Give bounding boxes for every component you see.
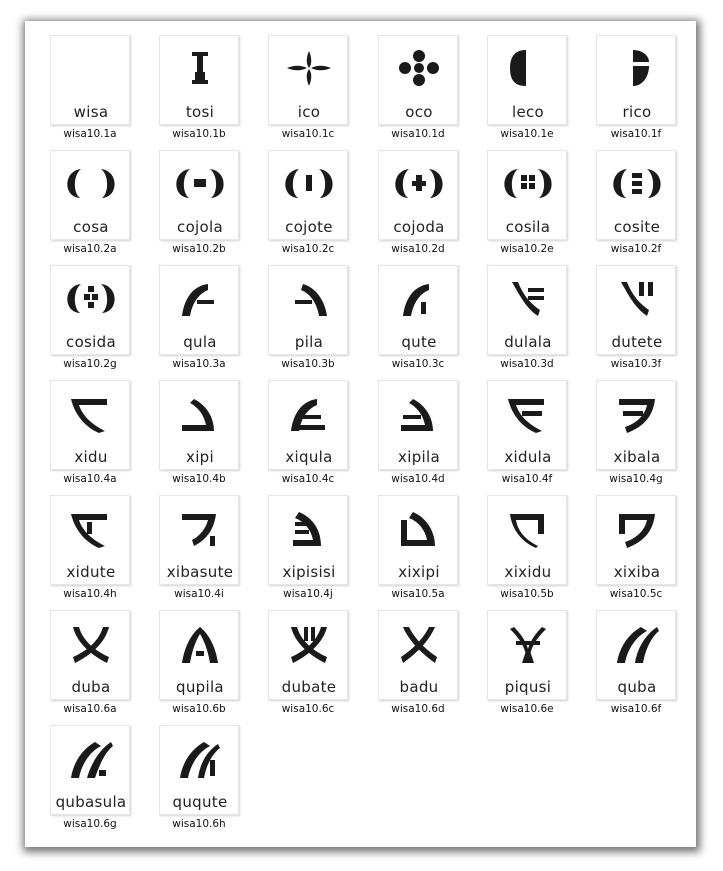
glyph-card [50, 265, 130, 355]
glyph-word: xipila [398, 448, 440, 466]
xidula-glyph-icon [488, 383, 568, 447]
glyph-word: quba [617, 678, 657, 696]
xidute-glyph-icon [51, 498, 131, 562]
glyph-word: cosa [73, 218, 109, 236]
glyph-word: xidute [66, 563, 116, 581]
glyph-code: wisa10.5b [500, 588, 554, 600]
glyph-card [159, 495, 239, 585]
glyph-code: wisa10.1f [610, 128, 662, 140]
glyph-word: rico [622, 103, 652, 121]
glyph-code: wisa10.6f [610, 703, 662, 715]
glyph-word: xibasute [166, 563, 234, 581]
glyph-card [378, 265, 458, 355]
leco-glyph-icon [488, 38, 568, 102]
glyph-code: wisa10.2a [63, 243, 117, 255]
glyph-word: cosila [505, 218, 551, 236]
rico-glyph-icon [597, 38, 677, 102]
glyph-word: dubate [281, 678, 337, 696]
dubate-glyph-icon [269, 613, 349, 677]
glyph-card [487, 610, 567, 700]
glyph-card [268, 380, 348, 470]
glyph-word: xibala [613, 448, 661, 466]
glyph-code: wisa10.1c [281, 128, 335, 140]
glyph-code: wisa10.4d [391, 473, 445, 485]
cojola-glyph-icon [160, 153, 240, 217]
xiqula-glyph-icon [269, 383, 349, 447]
glyph-code: wisa10.6a [63, 703, 117, 715]
tosi-glyph-icon [160, 38, 240, 102]
glyph-word: piqusi [504, 678, 552, 696]
cosila-glyph-icon [488, 153, 568, 217]
glyph-word: dutete [611, 333, 663, 351]
glyph-card [268, 495, 348, 585]
glyph-card [378, 150, 458, 240]
glyph-code: wisa10.1b [172, 128, 226, 140]
glyph-word: xiqula [285, 448, 333, 466]
glyph-code: wisa10.2f [610, 243, 662, 255]
glyph-word: xixipi [398, 563, 440, 581]
glyph-word: xidula [504, 448, 552, 466]
xibasute-glyph-icon [160, 498, 240, 562]
blank-glyph-icon [51, 38, 131, 102]
glyph-word: cojote [285, 218, 333, 236]
glyph-word: xipi [186, 448, 214, 466]
glyph-word: xipisisi [282, 563, 336, 581]
glyph-word: leco [511, 103, 545, 121]
glyph-card [378, 610, 458, 700]
glyph-code: wisa10.3a [172, 358, 226, 370]
glyph-word: ico [297, 103, 321, 121]
qula-glyph-icon [160, 268, 240, 332]
glyph-card [596, 610, 676, 700]
glyph-word: qupila [176, 678, 224, 696]
pila-glyph-icon [269, 268, 349, 332]
glyph-code: wisa10.6c [281, 703, 335, 715]
dutete-glyph-icon [597, 268, 677, 332]
glyph-code: wisa10.4g [609, 473, 663, 485]
glyph-code: wisa10.2d [391, 243, 445, 255]
glyph-code: wisa10.3f [610, 358, 662, 370]
glyph-card [487, 495, 567, 585]
glyph-code: wisa10.2b [172, 243, 226, 255]
glyph-card [159, 725, 239, 815]
glyph-word: cosida [66, 333, 116, 351]
xipila-glyph-icon [379, 383, 459, 447]
cosa-glyph-icon [51, 153, 131, 217]
glyph-word: pila [294, 333, 324, 351]
glyph-code: wisa10.6e [500, 703, 554, 715]
glyph-card [159, 265, 239, 355]
xibala-glyph-icon [597, 383, 677, 447]
glyph-card [268, 150, 348, 240]
glyph-card [159, 610, 239, 700]
glyph-word: cojoda [393, 218, 445, 236]
xixiba-glyph-icon [597, 498, 677, 562]
glyph-card [50, 35, 130, 125]
glyph-card [378, 380, 458, 470]
glyph-word: cosite [613, 218, 661, 236]
glyph-card [487, 380, 567, 470]
glyph-sheet [25, 21, 696, 847]
glyph-card [159, 380, 239, 470]
ququte-glyph-icon [160, 728, 240, 792]
glyph-word: badu [399, 678, 439, 696]
glyph-code: wisa10.4j [283, 588, 333, 600]
glyph-code: wisa10.1d [391, 128, 445, 140]
glyph-code: wisa10.6d [391, 703, 445, 715]
xixidu-glyph-icon [488, 498, 568, 562]
glyph-word: ququte [172, 793, 228, 811]
glyph-code: wisa10.6b [172, 703, 226, 715]
glyph-card [50, 150, 130, 240]
glyph-code: wisa10.4a [63, 473, 117, 485]
glyph-word: cojola [177, 218, 223, 236]
glyph-word: oco [405, 103, 433, 121]
glyph-code: wisa10.5a [391, 588, 445, 600]
glyph-code: wisa10.4b [172, 473, 226, 485]
glyph-code: wisa10.5c [609, 588, 663, 600]
glyph-card [487, 35, 567, 125]
glyph-word: dulala [504, 333, 552, 351]
glyph-code: wisa10.3d [500, 358, 554, 370]
ico-glyph-icon [269, 38, 349, 102]
glyph-card [268, 35, 348, 125]
glyph-card [159, 35, 239, 125]
piqusi-glyph-icon [488, 613, 568, 677]
dulala-glyph-icon [488, 268, 568, 332]
glyph-card [596, 150, 676, 240]
cojoda-glyph-icon [379, 153, 459, 217]
xipi-glyph-icon [160, 383, 240, 447]
glyph-card [50, 610, 130, 700]
glyph-card [487, 150, 567, 240]
quba-glyph-icon [597, 613, 677, 677]
oco-glyph-icon [379, 38, 459, 102]
glyph-card [378, 35, 458, 125]
glyph-word: tosi [185, 103, 215, 121]
glyph-card [50, 725, 130, 815]
glyph-code: wisa10.4c [281, 473, 335, 485]
glyph-word: qula [183, 333, 217, 351]
glyph-code: wisa10.3c [391, 358, 445, 370]
xidu-glyph-icon [51, 383, 131, 447]
glyph-word: xidu [74, 448, 108, 466]
qute-glyph-icon [379, 268, 459, 332]
glyph-card [159, 150, 239, 240]
glyph-code: wisa10.6h [172, 818, 226, 830]
glyph-card [50, 380, 130, 470]
glyph-code: wisa10.6g [63, 818, 117, 830]
glyph-word: wisa [73, 103, 109, 121]
duba-glyph-icon [51, 613, 131, 677]
glyph-code: wisa10.1a [63, 128, 117, 140]
glyph-code: wisa10.4h [63, 588, 117, 600]
glyph-card [268, 610, 348, 700]
glyph-code: wisa10.4i [174, 588, 224, 600]
glyph-card [487, 265, 567, 355]
badu-glyph-icon [379, 613, 459, 677]
glyph-code: wisa10.2g [63, 358, 117, 370]
xixipi-glyph-icon [379, 498, 459, 562]
glyph-card [596, 495, 676, 585]
glyph-word: qute [401, 333, 437, 351]
qubasula-glyph-icon [51, 728, 131, 792]
glyph-word: xixiba [613, 563, 661, 581]
glyph-card [268, 265, 348, 355]
glyph-card [596, 380, 676, 470]
glyph-card [596, 35, 676, 125]
glyph-card [378, 495, 458, 585]
cojote-glyph-icon [269, 153, 349, 217]
glyph-code: wisa10.2c [281, 243, 335, 255]
xipisisi-glyph-icon [269, 498, 349, 562]
glyph-word: duba [71, 678, 111, 696]
glyph-word: xixidu [504, 563, 552, 581]
cosite-glyph-icon [597, 153, 677, 217]
glyph-code: wisa10.1e [500, 128, 554, 140]
cosida-glyph-icon [51, 268, 131, 332]
glyph-card [50, 495, 130, 585]
glyph-code: wisa10.2e [500, 243, 554, 255]
glyph-word: qubasula [55, 793, 127, 811]
glyph-code: wisa10.4f [501, 473, 553, 485]
glyph-card [596, 265, 676, 355]
glyph-code: wisa10.3b [281, 358, 335, 370]
qupila-glyph-icon [160, 613, 240, 677]
